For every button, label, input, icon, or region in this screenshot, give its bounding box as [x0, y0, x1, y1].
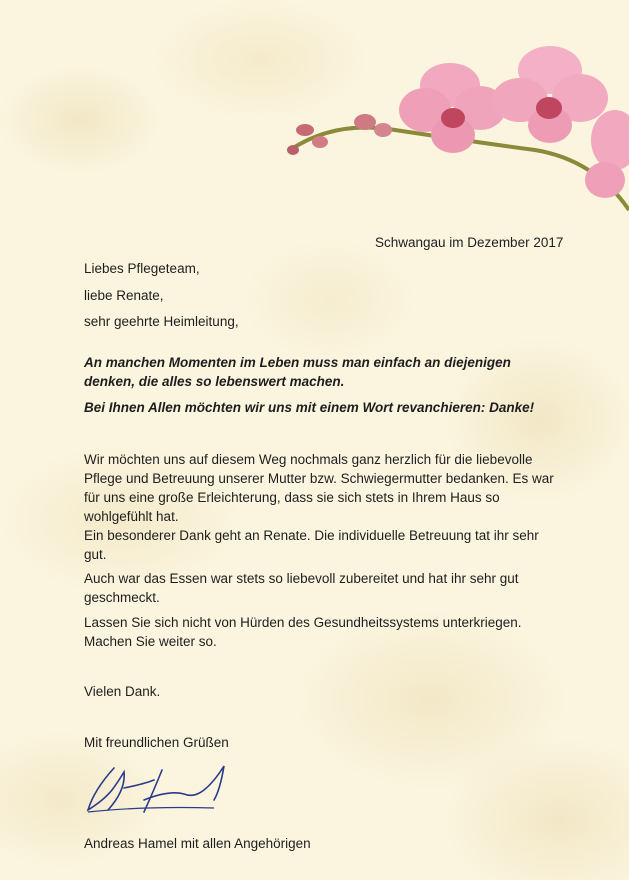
salutation-team: Liebes Pflegeteam, — [84, 261, 200, 276]
body-paragraph-line: Ein besonderer Dank geht an Renate. Die individuelle Betreuung tat ihr sehr — [84, 528, 539, 543]
orchid-branch-illustration — [275, 30, 629, 220]
closing-line: Mit freundlichen Grüßen — [84, 735, 229, 750]
thanks-line: Vielen Dank. — [84, 684, 161, 699]
body-paragraph-line: geschmeckt. — [84, 590, 160, 605]
quote-line: An manchen Momenten im Leben muss man einfach an diejenigen — [84, 355, 511, 370]
quote-line: Bei Ihnen Allen möchten wir uns mit einem Wort revanchieren: Danke! — [84, 400, 535, 415]
body-paragraph-line: Auch war das Essen war stets so liebevoll zubereitet und hat ihr sehr gut — [84, 571, 519, 586]
salutation-renate: liebe Renate, — [84, 288, 164, 303]
orchid-flower-icon — [492, 46, 608, 143]
body-paragraph-line: Wir möchten uns auf diesem Weg nochmals ganz herzlich für die liebevolle — [84, 452, 533, 467]
orchid-bud-icon — [287, 114, 392, 155]
body-paragraph-line: für uns eine große Erleichterung, dass sie sich stets in Ihrem Haus so — [84, 490, 500, 505]
orchid-flower-icon — [585, 110, 629, 198]
body-paragraph-line: wohlgefühlt hat. — [84, 509, 179, 524]
quote-line: denken, die alles so lebenswert machen. — [84, 374, 345, 389]
body-paragraph-line: Pflege und Betreuung unserer Mutter bzw. Schwiegermutter bedanken. Es war — [84, 471, 554, 486]
salutation-management: sehr geehrte Heimleitung, — [84, 314, 239, 329]
place-date: Schwangau im Dezember 2017 — [375, 235, 564, 250]
body-paragraph-line: Machen Sie weiter so. — [84, 634, 217, 649]
handwritten-signature — [84, 760, 234, 820]
body-paragraph-line: gut. — [84, 547, 107, 562]
sender-name: Andreas Hamel mit allen Angehörigen — [84, 836, 311, 851]
orchid-flower-icon — [399, 63, 506, 153]
body-paragraph-line: Lassen Sie sich nicht von Hürden des Gesundheitssystems unterkriegen. — [84, 615, 522, 630]
